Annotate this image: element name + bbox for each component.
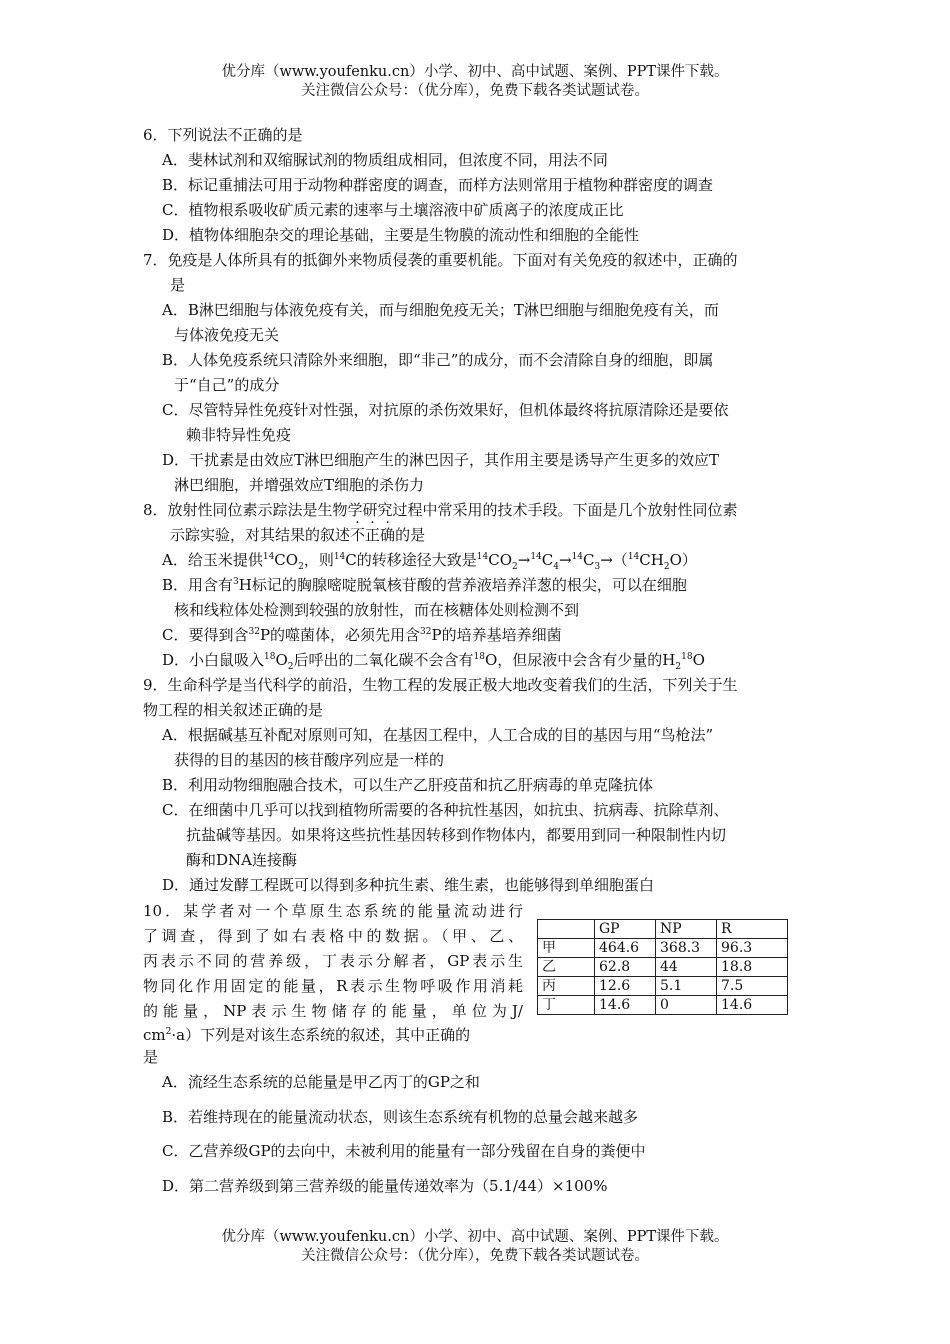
footer-line-2: 关注微信公众号：（优分库），免费下载各类试题试卷。 xyxy=(301,1248,649,1264)
q10-option-d: D．第二营养级到第三营养级的能量传递效率为（5.1/44）×100% xyxy=(162,1177,608,1195)
q7-stem: 7．免疫是人体所具有的抵御外来物质侵袭的重要机能。下面对有关免疫的叙述中，正确的 xyxy=(143,251,738,269)
table-cell: 7.5 xyxy=(717,977,788,996)
q6-option-d: D．植物体细胞杂交的理论基础，主要是生物膜的流动性和细胞的全能性 xyxy=(162,226,640,244)
q8-stem-cont: 示踪实验，对其结果的叙述不正确的是 xyxy=(170,526,426,544)
q9-option-a-cont: 获得的目的基因的核苷酸序列应是一样的 xyxy=(174,751,445,769)
q7-option-a: A．B淋巴细胞与体液免疫有关，而与细胞免疫无关；T淋巴细胞与细胞免疫有关，而 xyxy=(162,301,719,319)
q9-option-c: C．在细菌中几乎可以找到植物所需要的各种抗性基因，如抗虫、抗病毒、抗除草剂、 xyxy=(162,801,729,819)
q10-stem-7: 是 xyxy=(143,1048,159,1066)
table-cell: 乙 xyxy=(538,958,595,977)
table-cell: 丁 xyxy=(538,996,595,1015)
emphasis-char: 确 xyxy=(380,526,396,544)
q7-option-d-cont: 淋巴细胞，并增强效应T细胞的杀伤力 xyxy=(174,476,425,494)
q10-stem-5: 的能量，NP表示生物储存的能量，单位为J/ xyxy=(143,1002,523,1020)
q7-stem-cont: 是 xyxy=(170,276,186,294)
table-cell: 5.1 xyxy=(656,977,717,996)
q9-stem: 9．生命科学是当代科学的前沿，生物工程的发展正极大地改变着我们的生活，下列关于生 xyxy=(143,676,738,694)
header-line-2: 关注微信公众号：（优分库），免费下载各类试题试卷。 xyxy=(301,83,649,99)
table-cell: 14.6 xyxy=(595,996,656,1015)
q6-option-b: B．标记重捕法可用于动物种群密度的调查，而样方法则常用于植物种群密度的调查 xyxy=(162,176,714,194)
table-row xyxy=(538,958,788,977)
q7-option-b-cont: 于“自己”的成分 xyxy=(174,376,280,394)
table-cell: 甲 xyxy=(538,939,595,958)
q9-option-d: D．通过发酵工程既可以得到多种抗生素、维生素，也能够得到单细胞蛋白 xyxy=(162,876,655,894)
table-row xyxy=(538,939,788,958)
page-header xyxy=(0,63,950,101)
table-cell: 18.8 xyxy=(717,958,788,977)
table-cell: 0 xyxy=(656,996,717,1015)
table-cell: 44 xyxy=(656,958,717,977)
table-cell: 62.8 xyxy=(595,958,656,977)
q6-stem: 6．下列说法不正确的是 xyxy=(143,126,303,144)
table-cell: 464.6 xyxy=(595,939,656,958)
table-cell: 丙 xyxy=(538,977,595,996)
emphasis-char: 正 xyxy=(365,526,381,544)
q8-option-c: C．要得到含$^{32}$P的噬菌体，必须先用含$^{32}$P的培养基培养细菌 xyxy=(162,626,562,644)
q7-option-a-cont: 与体液免疫无关 xyxy=(174,326,280,344)
q10-stem-3: 丙表示不同的营养级，丁表示分解者，GP表示生 xyxy=(143,952,523,970)
table-cell: 14.6 xyxy=(717,996,788,1015)
table-cell: NP xyxy=(656,920,717,939)
q10-stem-6: $cm^2\cdot a$）下列是对该生态系统的叙述，其中正确的 xyxy=(143,1026,471,1044)
q7-option-c-cont: 赖非特异性免疫 xyxy=(186,426,292,444)
table-cell: R xyxy=(717,920,788,939)
q6-option-a: A．斐林试剂和双缩脲试剂的物质组成相同，但浓度不同，用法不同 xyxy=(162,151,608,169)
energy-flow-table xyxy=(537,919,788,1015)
q8-option-a: A．给玉米提供$^{14}CO_2$，则$^{14}$C的转移途径大致是$^{14}CO_2\to^{14}C_4\to^{14}C_3\to(^{14}CH_2O)$ xyxy=(162,551,697,572)
q10-stem-2: 了调查，得到了如右表格中的数据。（甲、乙、 xyxy=(143,927,523,945)
table-cell: GP xyxy=(595,920,656,939)
q10-stem-4: 物同化作用固定的能量，R表示生物呼吸作用消耗 xyxy=(143,977,523,995)
emphasis-char: 不 xyxy=(350,526,366,544)
q9-option-c-cont: 抗盐碱等基因。如果将这些抗性基因转移到作物体内，都要用到同一种限制性内切 xyxy=(186,826,727,844)
table-cell: 96.3 xyxy=(717,939,788,958)
q10-option-c: C．乙营养级GP的去向中，未被利用的能量有一部分残留在自身的粪便中 xyxy=(162,1142,646,1160)
table-cell: 368.3 xyxy=(656,939,717,958)
table-cell: 12.6 xyxy=(595,977,656,996)
q8-option-b-cont: 核和线粒体处检测到较强的放射性，而在核糖体处则检测不到 xyxy=(174,601,580,619)
table-header-row xyxy=(538,920,788,939)
q8-option-d: D．小白鼠吸入$^{18}O_2$后呼出的二氧化碳不会含有$^{18}$O，但尿液中会含有少量的$H_2^{18}O$ xyxy=(162,651,705,672)
q6-option-c: C．植物根系吸收矿质元素的速率与土壤溶液中矿质离子的浓度成正比 xyxy=(162,201,624,219)
table-cell xyxy=(538,920,595,939)
table-row xyxy=(538,996,788,1015)
q8-stem: 8．放射性同位素示踪法是生物学研究过程中常采用的技术手段。下面是几个放射性同位素 xyxy=(143,501,738,519)
q9-option-a: A．根据碱基互补配对原则可知，在基因工程中，人工合成的目的基因与用“鸟枪法” xyxy=(162,726,714,744)
q9-option-b: B．利用动物细胞融合技术，可以生产乙肝疫苗和抗乙肝病毒的单克隆抗体 xyxy=(162,776,654,794)
q9-stem-cont: 物工程的相关叙述正确的是 xyxy=(143,701,324,719)
q7-option-d: D．干扰素是由效应T淋巴细胞产生的淋巴因子，其作用主要是诱导产生更多的效应T xyxy=(162,451,720,469)
q8-option-b: B．用含有$^3$H标记的胸腺嘧啶脱氧核苷酸的营养液培养洋葱的根尖，可以在细胞 xyxy=(162,576,687,594)
q7-option-c: C．尽管特异性免疫针对性强，对抗原的杀伤效果好，但机体最终将抗原清除还是要依 xyxy=(162,401,729,419)
q10-stem-1: 10．某学者对一个草原生态系统的能量流动进行 xyxy=(143,902,523,920)
page-footer xyxy=(0,1228,950,1266)
q10-option-b: B．若维持现在的能量流动状态，则该生态系统有机物的总量会越来越多 xyxy=(162,1108,639,1126)
q9-option-c-cont2: 酶和DNA连接酶 xyxy=(186,851,297,869)
header-line-1: 优分库（www.youfenku.cn）小学、初中、高中试题、案例、PPT课件下载。 xyxy=(221,64,729,80)
q10-option-a: A．流经生态系统的总能量是甲乙丙丁的GP之和 xyxy=(162,1073,480,1091)
table-row xyxy=(538,977,788,996)
footer-line-1: 优分库（www.youfenku.cn）小学、初中、高中试题、案例、PPT课件下载。 xyxy=(221,1229,729,1245)
q7-option-b: B．人体免疫系统只清除外来细胞，即“非己”的成分，而不会清除自身的细胞，即属 xyxy=(162,351,714,369)
